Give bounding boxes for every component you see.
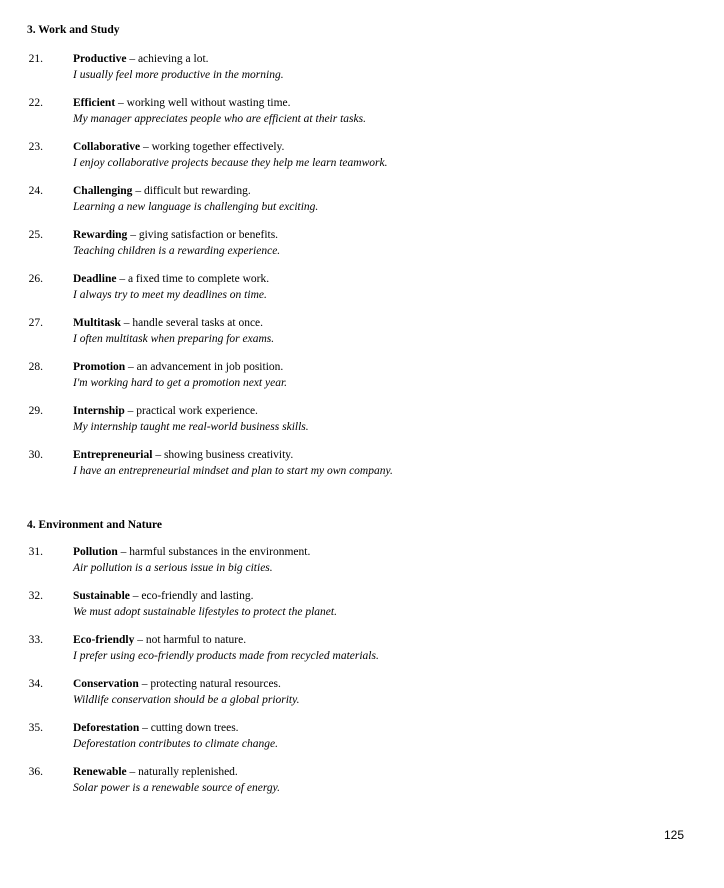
section-title-environment-and-nature: 4. Environment and Nature	[27, 519, 163, 531]
entry-term: Multitask	[73, 317, 121, 329]
entry-term: Pollution	[73, 546, 118, 558]
entry-example: I always try to meet my deadlines on time.	[73, 289, 267, 301]
entry-term: Entrepreneurial	[73, 449, 153, 461]
entry-number: 35.	[28, 722, 43, 734]
entry-line	[73, 273, 269, 285]
entry-number: 26.	[28, 273, 43, 285]
entry-line	[73, 405, 258, 417]
entry-definition: an advancement in job position.	[136, 361, 284, 373]
entry-example: I usually feel more productive in the morning.	[73, 69, 284, 81]
entry-line	[73, 590, 253, 602]
entry-number: 31.	[28, 546, 43, 558]
entry-term: Deadline	[73, 273, 117, 285]
entry-number: 23.	[28, 141, 43, 153]
entry-line	[73, 141, 284, 153]
entry-separator: –	[117, 546, 130, 558]
entry-example: We must adopt sustainable lifestyles to protect the planet.	[73, 606, 337, 618]
entry-term: Renewable	[73, 766, 127, 778]
entry-example: Teaching children is a rewarding experience.	[73, 245, 281, 257]
entry-definition: naturally replenished.	[138, 766, 238, 778]
entry-separator: –	[139, 722, 151, 734]
entry-term: Promotion	[73, 361, 126, 373]
entry-definition: a fixed time to complete work.	[127, 273, 270, 285]
entry-number: 30.	[28, 449, 43, 461]
entry-number: 29.	[28, 405, 43, 417]
entry-line	[73, 185, 251, 197]
page-number: 125	[664, 828, 685, 842]
entry-line	[73, 634, 246, 646]
entry-definition: achieving a lot.	[137, 53, 209, 65]
entry-example: Solar power is a renewable source of energy.	[73, 782, 280, 794]
entry-number: 27.	[28, 317, 43, 329]
entry-term: Conservation	[73, 678, 139, 690]
entry-line	[73, 229, 278, 241]
entry-line	[73, 317, 263, 329]
entry-example: I enjoy collaborative projects because they help me learn teamwork.	[73, 157, 388, 169]
entry-number: 32.	[28, 590, 43, 602]
entry-definition: practical work experience.	[136, 405, 258, 417]
entry-definition: protecting natural resources.	[150, 678, 281, 690]
entry-example: Wildlife conservation should be a global priority.	[73, 694, 300, 706]
entry-example: I prefer using eco-friendly products made from recycled materials.	[73, 650, 379, 662]
entry-number: 25.	[28, 229, 43, 241]
entry-line	[73, 722, 239, 734]
entry-number: 22.	[28, 97, 43, 109]
entry-term: Sustainable	[73, 590, 130, 602]
entry-number: 33.	[28, 634, 43, 646]
entry-separator: –	[140, 141, 152, 153]
entry-definition: handle several tasks at once.	[132, 317, 264, 329]
entry-line	[73, 97, 291, 109]
entry-separator: –	[132, 185, 144, 197]
entry-definition: harmful substances in the environment.	[129, 546, 311, 558]
entry-separator: –	[125, 361, 137, 373]
entry-example: Deforestation contributes to climate change.	[73, 738, 278, 750]
entry-separator: –	[126, 766, 139, 778]
entry-line	[73, 546, 310, 558]
entry-number: 21.	[28, 53, 43, 65]
entry-example: I often multitask when preparing for exams.	[73, 333, 275, 345]
entry-separator: –	[126, 53, 138, 65]
entry-separator: –	[115, 97, 127, 109]
entry-number: 34.	[28, 678, 43, 690]
entry-line	[73, 678, 281, 690]
entry-term: Collaborative	[73, 141, 141, 153]
entry-example: I'm working hard to get a promotion next year.	[73, 377, 288, 389]
entry-line	[73, 361, 283, 373]
entry-definition: cutting down trees.	[150, 722, 239, 734]
entry-separator: –	[134, 634, 146, 646]
entry-definition: working together effectively.	[151, 141, 285, 153]
entry-separator: –	[152, 449, 164, 461]
entry-definition: not harmful to nature.	[145, 634, 247, 646]
entry-term: Eco-friendly	[73, 634, 135, 646]
entry-example: My internship taught me real-world business skills.	[73, 421, 309, 433]
entry-term: Internship	[73, 405, 125, 417]
entry-separator: –	[124, 405, 137, 417]
entry-separator: –	[116, 273, 128, 285]
entry-number: 24.	[28, 185, 43, 197]
section-title-work-and-study: 3. Work and Study	[27, 24, 120, 36]
entry-example: My manager appreciates people who are efficient at their tasks.	[73, 113, 366, 125]
entry-separator: –	[129, 590, 142, 602]
entry-separator: –	[120, 317, 133, 329]
entry-term: Challenging	[73, 185, 133, 197]
entry-line	[73, 53, 209, 65]
entry-example: I have an entrepreneurial mindset and plan to start my own company.	[73, 465, 393, 477]
entry-number: 28.	[28, 361, 43, 373]
entry-definition: eco-friendly and lasting.	[141, 590, 254, 602]
entry-separator: –	[127, 229, 139, 241]
entry-number: 36.	[28, 766, 43, 778]
entry-separator: –	[138, 678, 151, 690]
entry-definition: working well without wasting time.	[126, 97, 291, 109]
entry-line	[73, 449, 293, 461]
entry-example: Air pollution is a serious issue in big cities.	[73, 562, 273, 574]
entry-example: Learning a new language is challenging but exciting.	[73, 201, 319, 213]
entry-term: Productive	[73, 53, 127, 65]
entry-term: Deforestation	[73, 722, 140, 734]
entry-term: Efficient	[73, 97, 116, 109]
entry-term: Rewarding	[73, 229, 128, 241]
entry-definition: showing business creativity.	[163, 449, 294, 461]
entry-line	[73, 766, 238, 778]
entry-definition: giving satisfaction or benefits.	[138, 229, 279, 241]
entry-definition: difficult but rewarding.	[143, 185, 251, 197]
